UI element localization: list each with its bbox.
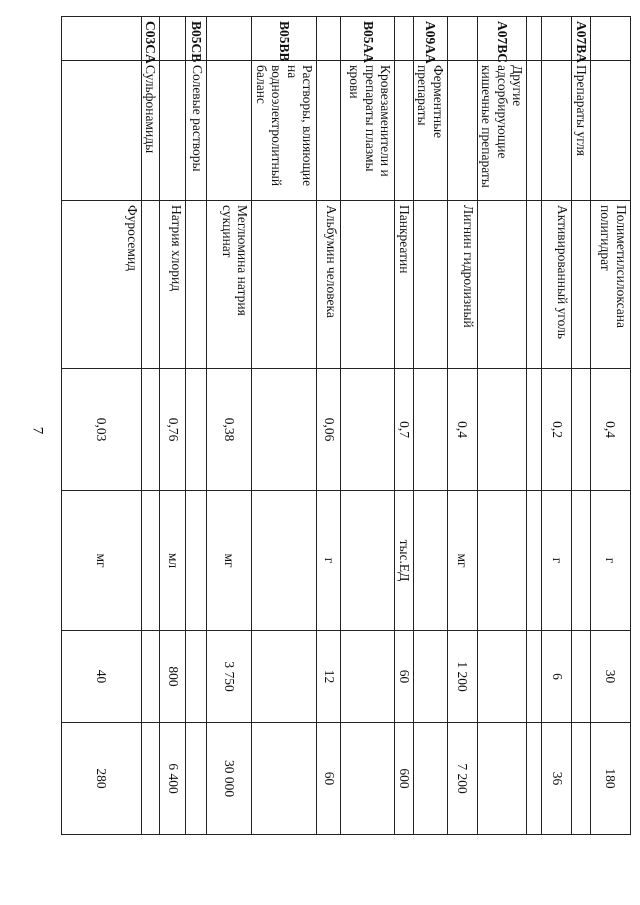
unit-cell	[186, 491, 207, 631]
ddd-cell	[341, 369, 395, 491]
drug-cell	[341, 201, 395, 369]
code-cell: B05BB	[252, 17, 317, 61]
total-cell: 6 400	[160, 723, 186, 835]
code-cell: B05CB	[186, 17, 207, 61]
code-cell	[317, 17, 341, 61]
ddd-cell	[252, 369, 317, 491]
total-cell	[413, 723, 447, 835]
code-cell: A09AA	[413, 17, 447, 61]
group-cell: Препараты угля	[572, 61, 591, 201]
drug-cell: Полиметилсилоксана полигидрат	[591, 201, 631, 369]
table-row	[447, 17, 477, 835]
unit-cell: г	[591, 491, 631, 631]
total-cell	[572, 723, 591, 835]
unit-cell: мг	[61, 491, 141, 631]
drug-table	[61, 16, 631, 835]
ddd-cell	[477, 369, 527, 491]
qty-cell: 3 750	[207, 631, 252, 723]
qty-cell	[527, 631, 542, 723]
unit-cell	[477, 491, 527, 631]
ddd-cell: 0,06	[317, 369, 341, 491]
qty-cell: 30	[591, 631, 631, 723]
drug-table-body	[61, 17, 630, 835]
unit-cell	[141, 491, 160, 631]
group-cell	[395, 61, 414, 201]
group-cell: Ферментные препараты	[413, 61, 447, 201]
qty-cell: 800	[160, 631, 186, 723]
ddd-cell	[186, 369, 207, 491]
total-cell	[341, 723, 395, 835]
drug-cell	[186, 201, 207, 369]
ddd-cell: 0,4	[591, 369, 631, 491]
table-row	[477, 17, 527, 835]
group-cell	[527, 61, 542, 201]
group-cell: Растворы, влияющие на водноэлектролитный баланс	[252, 61, 317, 201]
ddd-cell	[572, 369, 591, 491]
unit-cell	[252, 491, 317, 631]
table-row	[395, 17, 414, 835]
code-cell	[160, 17, 186, 61]
code-cell	[542, 17, 572, 61]
ddd-cell: 0,2	[542, 369, 572, 491]
qty-cell: 6	[542, 631, 572, 723]
total-cell	[141, 723, 160, 835]
code-cell	[207, 17, 252, 61]
code-cell	[591, 17, 631, 61]
unit-cell	[341, 491, 395, 631]
qty-cell	[341, 631, 395, 723]
unit-cell: мл	[160, 491, 186, 631]
group-cell	[542, 61, 572, 201]
table-row	[527, 17, 542, 835]
unit-cell: мг	[207, 491, 252, 631]
drug-cell: Альбумин человека	[317, 201, 341, 369]
group-cell	[61, 61, 141, 201]
code-cell	[61, 17, 141, 61]
total-cell: 36	[542, 723, 572, 835]
ddd-cell	[527, 369, 542, 491]
unit-cell	[413, 491, 447, 631]
unit-cell: мг	[447, 491, 477, 631]
group-cell	[447, 61, 477, 201]
table-row	[160, 17, 186, 835]
code-cell	[447, 17, 477, 61]
code-cell: C03CA	[141, 17, 160, 61]
drug-cell: Меглюмина натрия сукцинат	[207, 201, 252, 369]
drug-cell	[477, 201, 527, 369]
total-cell: 30 000	[207, 723, 252, 835]
ddd-cell: 0,7	[395, 369, 414, 491]
drug-cell	[413, 201, 447, 369]
unit-cell	[572, 491, 591, 631]
ddd-cell: 0,38	[207, 369, 252, 491]
ddd-cell: 0,4	[447, 369, 477, 491]
total-cell: 280	[61, 723, 141, 835]
total-cell	[186, 723, 207, 835]
table-row	[591, 17, 631, 835]
code-cell: A07BC	[477, 17, 527, 61]
code-cell: B05AA	[341, 17, 395, 61]
drug-cell	[141, 201, 160, 369]
code-cell	[527, 17, 542, 61]
drug-cell: Натрия хлорид	[160, 201, 186, 369]
table-container	[66, 16, 631, 834]
group-cell	[207, 61, 252, 201]
code-cell	[395, 17, 414, 61]
total-cell: 180	[591, 723, 631, 835]
table-row	[207, 17, 252, 835]
qty-cell	[572, 631, 591, 723]
table-row	[61, 17, 141, 835]
group-cell: Другие адсорбирующие кишечные препараты	[477, 61, 527, 201]
total-cell	[527, 723, 542, 835]
drug-cell: Лигнин гидролизный	[447, 201, 477, 369]
ddd-cell: 0,03	[61, 369, 141, 491]
drug-cell	[252, 201, 317, 369]
qty-cell: 60	[395, 631, 414, 723]
qty-cell	[413, 631, 447, 723]
group-cell: Сульфонамиды	[141, 61, 160, 201]
qty-cell	[186, 631, 207, 723]
drug-cell: Панкреатин	[395, 201, 414, 369]
group-cell: Солевые растворы	[186, 61, 207, 201]
group-cell	[160, 61, 186, 201]
ddd-cell: 0,76	[160, 369, 186, 491]
qty-cell: 40	[61, 631, 141, 723]
drug-cell: Фуросемид	[61, 201, 141, 369]
drug-cell	[572, 201, 591, 369]
group-cell	[317, 61, 341, 201]
qty-cell	[252, 631, 317, 723]
unit-cell: г	[542, 491, 572, 631]
code-cell: A07BA	[572, 17, 591, 61]
table-row	[186, 17, 207, 835]
qty-cell: 12	[317, 631, 341, 723]
qty-cell	[477, 631, 527, 723]
page-number: 7	[29, 426, 46, 435]
ddd-cell	[413, 369, 447, 491]
table-row	[341, 17, 395, 835]
qty-cell: 1 200	[447, 631, 477, 723]
table-row	[572, 17, 591, 835]
total-cell	[252, 723, 317, 835]
table-row	[413, 17, 447, 835]
table-row	[317, 17, 341, 835]
total-cell	[477, 723, 527, 835]
total-cell: 600	[395, 723, 414, 835]
group-cell	[591, 61, 631, 201]
unit-cell	[527, 491, 542, 631]
drug-cell	[527, 201, 542, 369]
total-cell: 60	[317, 723, 341, 835]
drug-cell: Активированный уголь	[542, 201, 572, 369]
table-row	[252, 17, 317, 835]
table-row	[141, 17, 160, 835]
total-cell: 7 200	[447, 723, 477, 835]
group-cell: Кровезаменители и препараты плазмы крови	[341, 61, 395, 201]
unit-cell: тыс.ЕД	[395, 491, 414, 631]
unit-cell: г	[317, 491, 341, 631]
ddd-cell	[141, 369, 160, 491]
qty-cell	[141, 631, 160, 723]
table-row	[542, 17, 572, 835]
